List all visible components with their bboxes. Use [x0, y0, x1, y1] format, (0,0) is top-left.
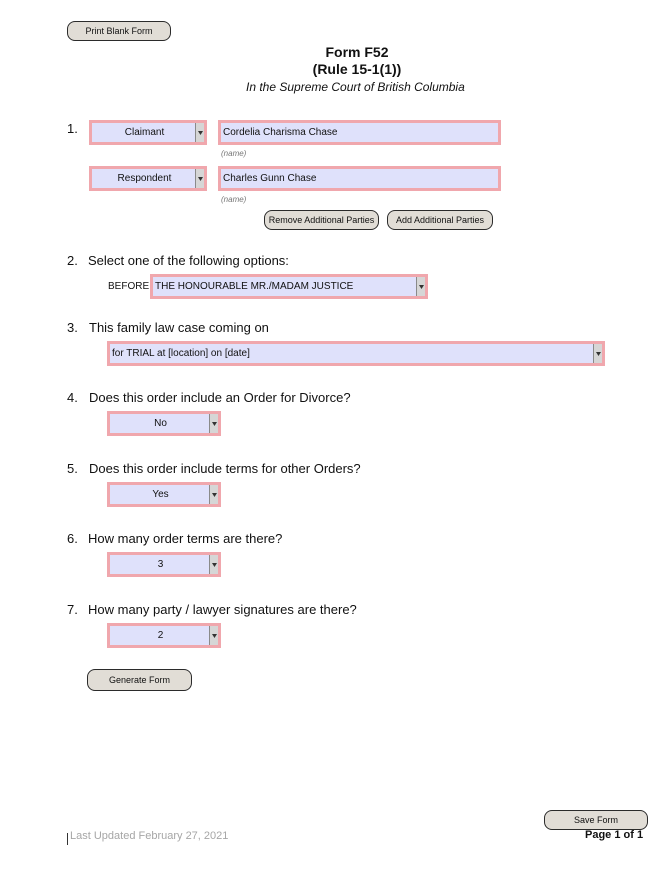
q7-signatures-value: 2 [157, 630, 164, 641]
q2-judge-value: THE HONOURABLE MR./MADAM JUSTICE [155, 281, 354, 292]
remove-additional-parties-button[interactable] [264, 210, 379, 230]
add-additional-parties-button[interactable] [387, 210, 493, 230]
q6-order-terms-value: 3 [157, 559, 164, 570]
party1-name-value: Cordelia Charisma Chase [223, 127, 338, 138]
add-parties-label: Add Additional Parties [395, 215, 485, 225]
q2-text: Select one of the following options: [88, 253, 289, 268]
q7-number: 7. [67, 602, 78, 617]
q4-text: Does this order include an Order for Divorce? [89, 390, 351, 405]
save-form-button[interactable] [544, 810, 648, 830]
chevron-down-icon[interactable] [209, 626, 218, 645]
form-rule: (Rule 15-1(1)) [312, 61, 402, 77]
party1-name-field[interactable] [218, 120, 501, 145]
party2-role-select[interactable] [89, 166, 207, 191]
q7-text: How many party / lawyer signatures are there? [88, 602, 357, 617]
save-form-label: Save Form [573, 815, 618, 825]
print-blank-form-button[interactable] [67, 21, 171, 41]
q5-text: Does this order include terms for other Orders? [89, 461, 361, 476]
party2-role-value: Respondent [117, 173, 172, 184]
chevron-down-icon[interactable] [209, 414, 218, 433]
party2-name-value: Charles Gunn Chase [223, 173, 317, 184]
generate-form-label: Generate Form [108, 675, 171, 685]
party1-name-hint: (name) [221, 149, 247, 158]
q3-number: 3. [67, 320, 78, 335]
chevron-down-icon[interactable] [195, 123, 204, 142]
q6-number: 6. [67, 531, 78, 546]
party2-name-hint: (name) [221, 195, 247, 204]
q3-case-select[interactable] [107, 341, 605, 366]
q5-number: 5. [67, 461, 78, 476]
q5-other-orders-value: Yes [152, 489, 169, 500]
chevron-down-icon[interactable] [416, 277, 425, 296]
q4-divorce-value: No [154, 418, 167, 429]
party1-role-select[interactable] [89, 120, 207, 145]
generate-form-button[interactable] [87, 669, 192, 691]
party2-name-field[interactable] [218, 166, 501, 191]
form-title: Form F52 [325, 44, 389, 60]
court-name: In the Supreme Court of British Columbia [246, 80, 465, 94]
q7-signatures-select[interactable] [107, 623, 221, 648]
q2-number: 2. [67, 253, 78, 268]
page-number: Page 1 of 1 [585, 829, 644, 841]
q3-text: This family law case coming on [89, 320, 269, 335]
party1-role-value: Claimant [124, 127, 165, 138]
q6-order-terms-select[interactable] [107, 552, 221, 577]
chevron-down-icon[interactable] [195, 169, 204, 188]
footer-divider-mark [67, 833, 68, 845]
last-updated-text: Last Updated February 27, 2021 [70, 830, 229, 842]
chevron-down-icon[interactable] [209, 555, 218, 574]
q1-number: 1. [67, 121, 78, 136]
q3-case-value: for TRIAL at [location] on [date] [112, 348, 250, 359]
remove-parties-label: Remove Additional Parties [268, 215, 375, 225]
q4-divorce-select[interactable] [107, 411, 221, 436]
q5-other-orders-select[interactable] [107, 482, 221, 507]
q4-number: 4. [67, 390, 78, 405]
chevron-down-icon[interactable] [209, 485, 218, 504]
q2-judge-select[interactable] [150, 274, 428, 299]
q6-text: How many order terms are there? [88, 531, 283, 546]
q2-before-label: BEFORE [108, 281, 150, 292]
print-blank-form-label: Print Blank Form [85, 26, 153, 36]
chevron-down-icon[interactable] [593, 344, 602, 363]
